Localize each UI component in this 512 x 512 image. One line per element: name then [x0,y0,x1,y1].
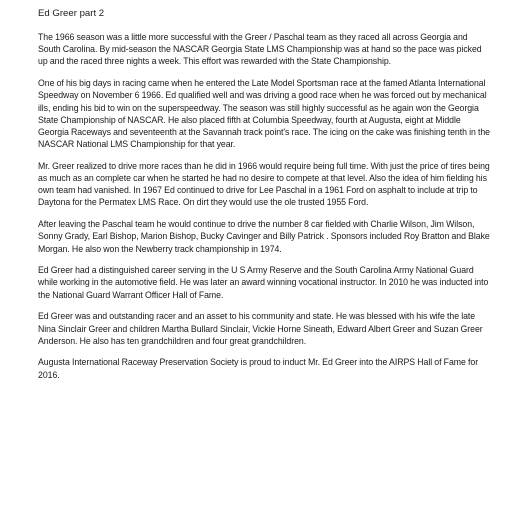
paragraph-1966-season: The 1966 season was a little more successful with the Greer / Paschal team as they raced all across Georgia and South Carolina. By mid-season the NASCAR Georgia State LMS Championship was at hand so the pace was picked up and the raced three nights a week. This effort was rewarded with the State Championship. [38,32,482,67]
paragraph-hall-of-fame: Augusta International Raceway Preservation Society is proud to induct Mr. Ed Greer into the AIRPS Hall of Fame for 2016. [38,357,479,380]
document-title: Ed Greer part 2 [38,8,105,19]
paragraph-atlanta-race: One of his big days in racing came when he entered the Late Model Sportsman race at the famed Atlanta International Speedway on November 6 1966. Ed qualified well and was driving a good race when he was forced out by mechanical ills, ending his bid to win on the superspeedway. The season was still highly successful as he again won the Georgia State Championship of NASCAR. He also placed fifth at Columbia Speedway, fourth at Augusta, eight at Middle Georgia Raceways and seventeenth at the Savannah track point's race. The icing on the cake was finishing tenth in the NASCAR National LMS Championship for that year. [38,78,491,150]
paragraph-number-8-car: After leaving the Paschal team he would continue to drive the number 8 car fielded with Charlie Wilson, Jim Wilson, Sonny Grady, Earl Bishop, Marion Bishop, Bucky Cavinger and Billy Patrick . Sponsors included Roy Bratton and Blake Morgan. He also won the Newberry track championship in 1974. [38,219,490,254]
paragraph-full-time-decision: Mr. Greer realized to drive more races than he did in 1966 would require being full time. With just the price of tires being as much as an complete car when he started he had no desire to compete at that level. Also the idea of him fielding his own team had vanished. In 1967 Ed continued to drive for Lee Paschal in a 1961 Ford on asphalt to include at trip to Daytona for the Permatex LMS Race. On dirt they would use the ole trusted 1955 Ford. [38,160,490,208]
paragraph-military-career: Ed Greer had a distinguished career serving in the U S Army Reserve and the South Carolina Army National Guard while working in the automotive field. He was later an award winning vocational instructor. In 2010 he was inducted into the National Guard Warrant Officer Hall of Fame. [38,265,489,300]
paragraph-family: Ed Greer was and outstanding racer and an asset to his community and state. He was blessed with his wife the late Nina Sinclair Greer and children Martha Bullard Sinclair, Vickie Horne Sineath, Edward Albert Greer and Suzan Greer Anderson. He also has ten grandchildren and four great grandchildren. [38,311,483,346]
